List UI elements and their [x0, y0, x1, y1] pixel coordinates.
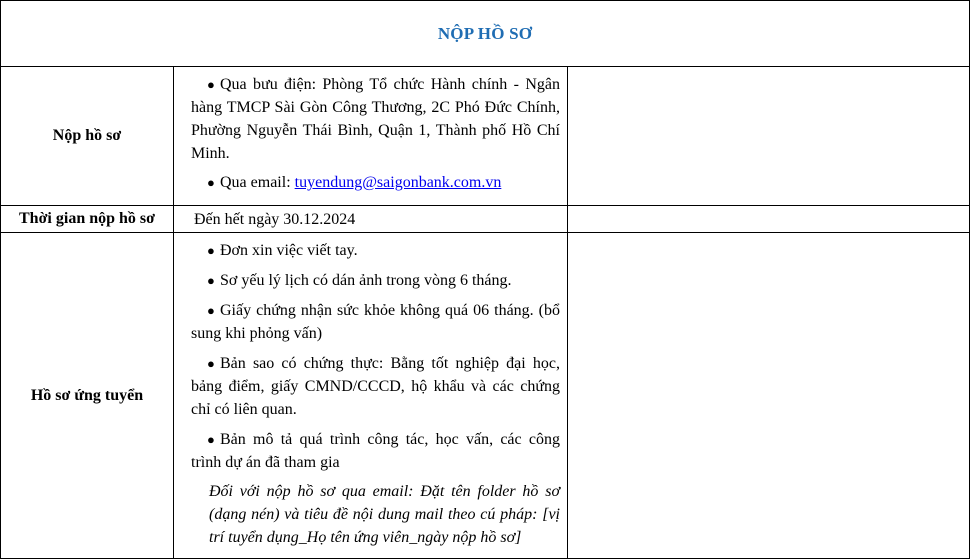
bullet-icon: ●	[207, 356, 215, 371]
row-empty-cell-deadline	[567, 205, 970, 233]
row-content-deadline	[173, 205, 568, 233]
row-empty-cell-documents	[567, 232, 970, 559]
table-header	[0, 0, 970, 67]
list-item-email: ● Qua email: tuyendung@saigonbank.com.vn	[191, 171, 560, 194]
row-content-submit	[173, 66, 568, 206]
list-item: ● Qua bưu điện: Phòng Tổ chức Hành chính - Ngân hàng TMCP Sài Gòn Công Thương, 2C Phó Đức Chính, Phường Nguyễn Thái Bình, Quận 1, Thành phố Hồ Chí Minh.	[191, 73, 560, 165]
page-title: NỘP HỒ SƠ	[437, 23, 533, 43]
deadline-text: Đến hết ngày 30.12.2024	[194, 210, 356, 228]
list-item: ● Bản mô tả quá trình công tác, học vấn, các công trình dự án đã tham gia	[191, 428, 560, 474]
email-note: Đối với nộp hồ sơ qua email: Đặt tên folder hồ sơ (dạng nén) và tiêu đề nội dung mail theo cú pháp: [vị trí tuyển dụng_Họ tên ứng viên_ngày nộp hồ sơ]	[209, 483, 560, 546]
row-label-text: Hồ sơ ứng tuyển	[30, 386, 144, 404]
list-item: ● Đơn xin việc viết tay.	[191, 239, 560, 262]
bullet-icon: ●	[207, 273, 215, 288]
row-label-documents	[0, 232, 174, 559]
bullet-icon: ●	[207, 175, 215, 190]
list-item: ● Sơ yếu lý lịch có dán ảnh trong vòng 6 tháng.	[191, 269, 560, 292]
row-content-documents	[173, 232, 568, 559]
row-empty-cell-submit	[567, 66, 970, 206]
bullet-icon: ●	[207, 243, 215, 258]
list-item: ● Giấy chứng nhận sức khỏe không quá 06 tháng. (bổ sung khi phỏng vấn)	[191, 299, 560, 345]
row-label-text: Thời gian nộp hồ sơ	[19, 210, 155, 227]
email-link[interactable]: tuyendung@saigonbank.com.vn	[294, 174, 502, 191]
bullet-icon: ●	[207, 77, 215, 92]
row-label-submit	[0, 66, 174, 206]
bullet-icon: ●	[207, 432, 215, 447]
row-label-text: Nộp hồ sơ	[52, 127, 122, 144]
row-label-deadline	[0, 205, 174, 233]
bullet-icon: ●	[207, 303, 215, 318]
list-item: ● Bản sao có chứng thực: Bằng tốt nghiệp đại học, bảng điểm, giấy CMND/CCCD, hộ khẩu và các chứng chỉ có liên quan.	[191, 352, 560, 421]
